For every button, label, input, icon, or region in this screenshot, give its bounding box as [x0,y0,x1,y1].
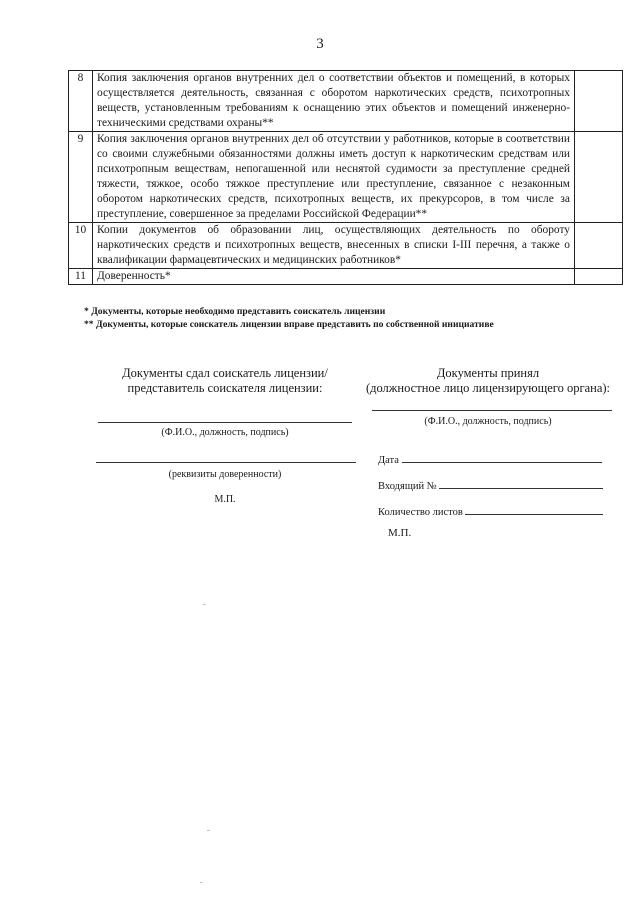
row-number: 10 [69,223,93,269]
incoming-number-field [378,478,603,492]
page-number: 3 [316,36,324,52]
table-row [69,223,623,269]
incoming-number-input-line[interactable] [439,478,603,489]
scan-speck: ˉ [200,880,203,889]
row-text: Копия заключения органов внутренних дел об отсутствии у работников, которые в соответствии со своими служебными обязанностями должны иметь доступ к наркотическим средствам или психотропным веществам, непогашенной или неснятой судимости за преступление средней тяжести, тяжкое, особо тяжкое преступление или преступление, связанное с незаконным оборотом наркотических средств, психотропных веществ, их прекурсоров, в том числе за преступление, совершенное за пределами Российской Федерации** [93,132,575,223]
submitter-stamp-label: М.П. [214,494,236,505]
row-text: Копии документов об образовании лиц, осуществляющих деятельность по обороту наркотических средств и психотропных веществ, внесенных в списки I-III перечня, а также о квалификации фармацевтических и медицинских работников* [93,223,575,269]
submitter-heading-line2: представитель соискателя лицензии: [127,381,323,395]
footnote-required: * Документы, которые необходимо представить соискатель лицензии [84,306,386,317]
row-empty-cell [575,269,623,285]
row-number: 8 [69,71,93,132]
receiver-signature-line[interactable] [372,410,612,411]
sheet-count-field [378,504,603,518]
footnotes [84,305,494,331]
row-number: 11 [69,269,93,285]
submitter-heading-line1: Документы сдал соискатель лицензии/ [122,366,328,380]
proxy-details-line[interactable] [96,462,356,463]
table-row [69,71,623,132]
submitter-block [94,366,356,507]
proxy-details-caption: (реквизиты доверенности) [168,469,282,480]
date-field [378,452,602,466]
incoming-number-label: Входящий № [378,481,437,492]
date-input-line[interactable] [402,452,602,463]
scan-speck: ˉ [203,602,206,611]
receiver-stamp-label: М.П. [388,527,412,539]
row-text: Копия заключения органов внутренних дел о соответствии объектов и помещений, в которых осуществляется деятельность, связанная с оборотом наркотических средств, психотропных веществ, установленным требованиям к оснащению этих объектов и помещений инженерно-техническими средствами охраны** [93,71,575,132]
sheet-count-label: Количество листов [378,507,463,518]
documents-table [68,70,623,285]
table-row [69,269,623,285]
date-label: Дата [378,455,399,466]
receiver-heading-line1: Документы принял [436,366,540,380]
table-row [69,132,623,223]
receiver-fio-caption: (Ф.И.О., должность, подпись) [424,416,552,427]
row-number: 9 [69,132,93,223]
row-empty-cell [575,132,623,223]
footnote-optional: ** Документы, которые соискатель лицензии вправе представить по собственной инициативе [84,319,494,330]
receiver-block [364,366,612,429]
sheet-count-input-line[interactable] [465,504,603,515]
submitter-signature-line[interactable] [98,422,352,423]
scan-speck: ˉ [207,828,210,837]
row-empty-cell [575,223,623,269]
receiver-heading-line2: (должностное лицо лицензирующего органа): [365,381,611,395]
row-text: Доверенность* [93,269,575,285]
row-empty-cell [575,71,623,132]
submitter-fio-caption: (Ф.И.О., должность, подпись) [161,427,289,438]
